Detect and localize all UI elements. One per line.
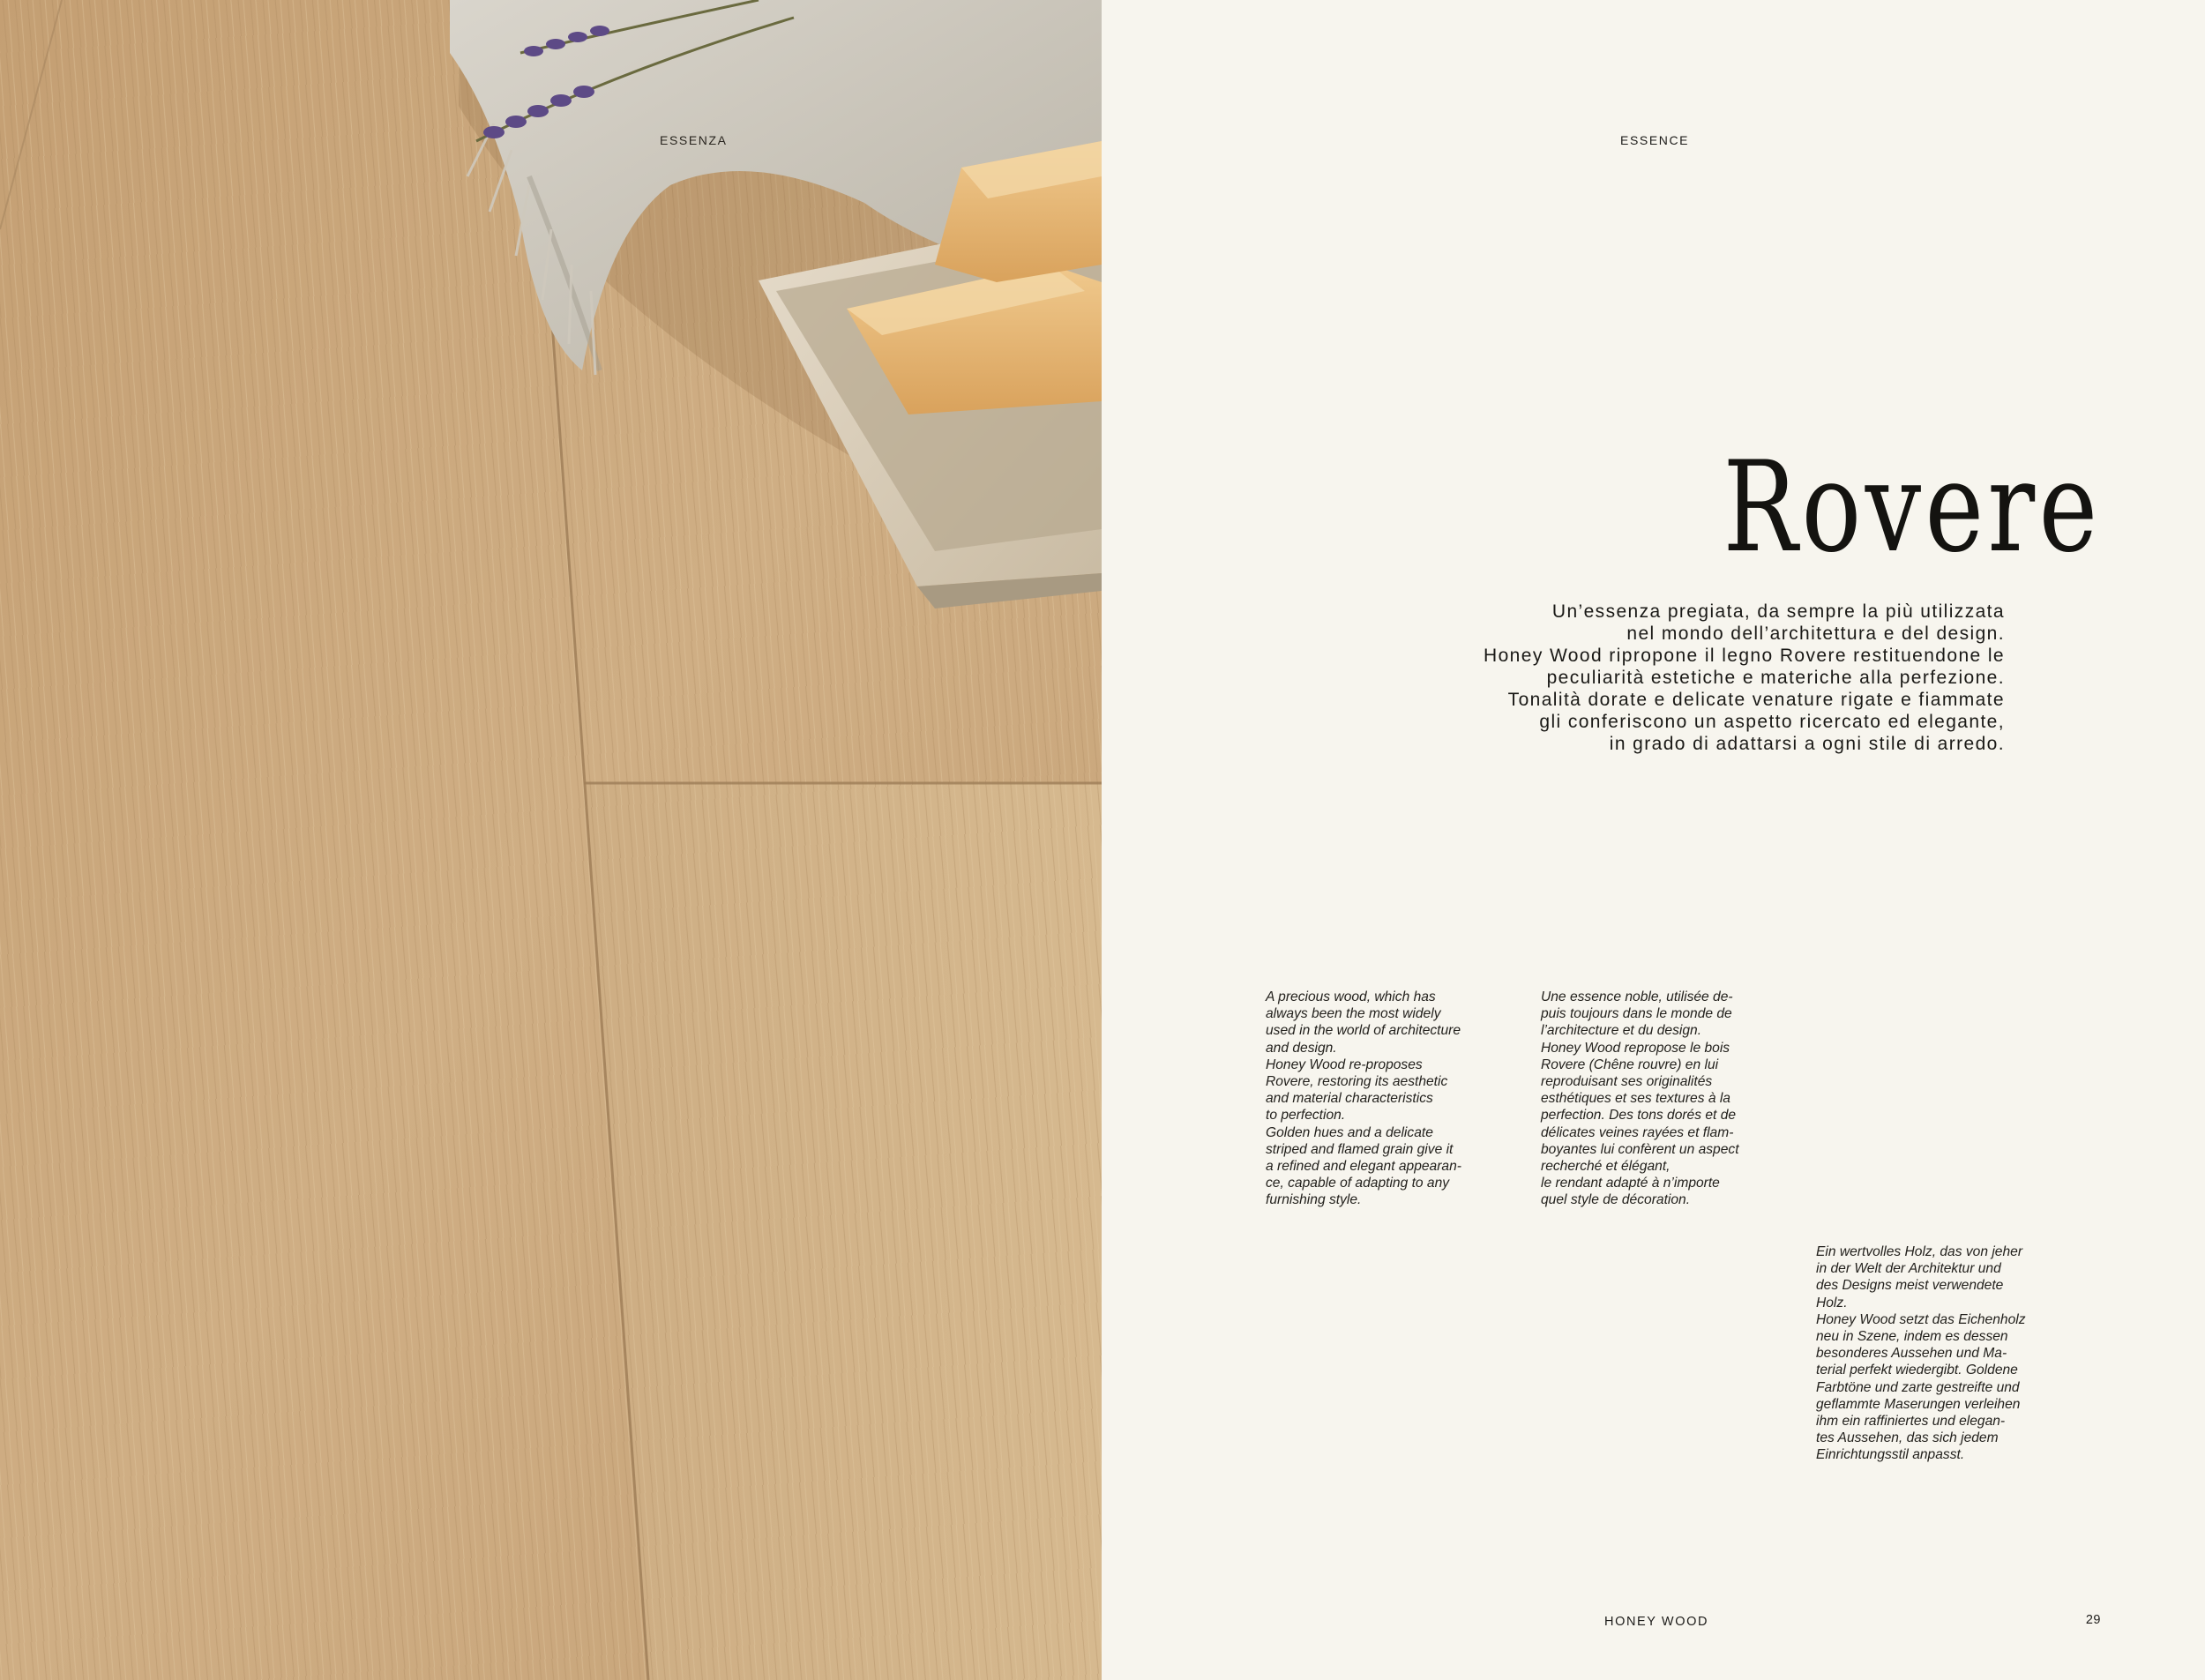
intro-line: peculiarità estetiche e materiche alla perfezione. (1546, 668, 2005, 688)
page-number: 29 (2085, 1613, 2101, 1627)
english-text: A precious wood, which has always been the most widely used in the world of architecture and design. Honey Wood re-proposes Rovere, restoring its aesthetic and material characteristics to perfection. Golden hues and a delicate striped and flamed grain give it a refined and elegant appearan- ce, capable of adapting to any furnishing style. (1266, 989, 1461, 1208)
intro-line: nel mondo dell’architettura e del design. (1626, 623, 2005, 644)
wood-floor-photo (0, 0, 1102, 1680)
german-text: Ein wertvolles Holz, das von jeher in der Welt der Architektur und des Designs meist verwendete Holz. Honey Wood setzt das Eichenholz neu in Szene, indem es dessen besonderes Aussehen und Ma- terial perfekt wiedergibt. Goldene Farbtöne und zarte gestreifte und geflammte Maserungen verleihen ihm ein raffiniertes und elegan- tes Aussehen, das sich jedem Einrichtungsstil anpasst. (1816, 1244, 2026, 1463)
text-page (1102, 0, 2205, 1680)
intro-line: Honey Wood ripropone il legno Rovere restituendone le (1484, 646, 2005, 666)
essence-label: ESSENCE (1620, 133, 1690, 147)
intro-line: Un’essenza pregiata, da sempre la più utilizzata (1551, 601, 2005, 622)
intro-line: Tonalità dorate e delicate venature rigate e fiammate (1507, 690, 2005, 710)
intro-line: gli conferiscono un aspetto ricercato ed elegante, (1539, 712, 2005, 732)
essenza-label: ESSENZA (660, 133, 728, 147)
french-text: Une essence noble, utilisée de- puis toujours dans le monde de l’architecture et du design. Honey Wood repropose le bois Rovere (Chêne rouvre) en lui reproduisant ses originalités esthétiques et ses textures à la perfection. Des tons dorés et de délicates veines rayées et flam- boyantes lui confèrent un aspect recherché et élégant, le rendant adapté à n’importe quel style de décoration. (1541, 989, 1739, 1208)
italian-intro (1405, 601, 2005, 755)
footer-brand: HONEY WOOD (1604, 1615, 1709, 1629)
wood-floor-illustration (0, 0, 1102, 1680)
intro-line: in grado di adattarsi a ogni stile di arredo. (1609, 734, 2005, 754)
page-title: Rovere (1723, 435, 2101, 580)
